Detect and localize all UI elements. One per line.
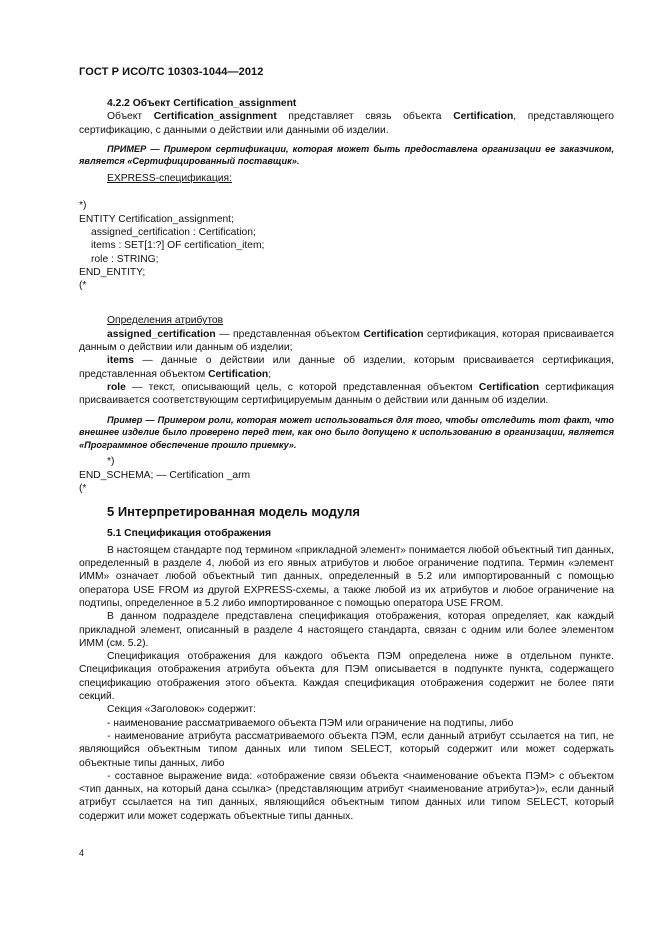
document-header: ГОСТ Р ИСО/ТС 10303-1044—2012 (79, 66, 264, 78)
end-schema-block (79, 455, 614, 495)
code-line: END_ENTITY; (79, 266, 146, 278)
attribute-name: assigned_certification (107, 328, 216, 340)
example-note: Пример — Примером роли, которая может использоваться для того, чтобы отследить тот факт, что внешнее изделие было проверено перед тем, как оно было допущено к использованию в организации, является «Программное обеспечение прошло приемку». (79, 414, 614, 450)
text: сертификация, которая присваивается данным о действии или данным об изделии; (79, 328, 614, 354)
page-content (79, 97, 614, 823)
paragraph: В данном подразделе представлена спецификация отображения, которая определяет, как каждый прикладной элемент, описанный в разделе 4 настоящего стандарта, связан с одним или более элементом ИММ (см. 5.2). (79, 611, 614, 649)
code-line: *) (107, 456, 115, 468)
text: — данные о действии или данные об изделии, которым присваивается сертификация, представленная объектом (79, 355, 614, 380)
list-item: - наименование атрибута рассматриваемого объекта ПЭМ, если данный атрибут ссылается на тип, не являющийся объектным типом данных или типом SELECT, который содержит или может содержать объектные типы данных, либо (79, 730, 614, 769)
entity-name: Certification (208, 368, 269, 380)
code-line: (* (79, 280, 87, 292)
entity-name: Certification (453, 111, 514, 123)
paragraph: В настоящем стандарте под термином «прикладной элемент» понимается любой объектный тип данных, определенный в разделе 4, любой из его явных атрибутов и любое ограничение подтипа. Термин «элемент ИММ» означает любой объектный тип данных, определенный в 5.2 или импортированный с помощью оператора USE FROM из другой EXPRESS-схемы, а также любой из их атрибутов и любое ограничение на подтипы, определенное в 5.2 либо импортированное с помощью оператора USE FROM. (79, 544, 614, 609)
section-5-heading: 5 Интерпретированная модель модуля (107, 504, 360, 520)
section-4-2-2-intro (79, 110, 614, 137)
code-line: (* (79, 482, 87, 494)
entity-name: Certification (363, 328, 424, 340)
attribute-definitions-heading: Определения атрибутов (107, 315, 224, 327)
express-code-block (79, 199, 614, 292)
paragraph: Спецификация отображения для каждого объекта ПЭМ определена ниже в отдельном пункте. Спецификация отображения атрибута объекта для ПЭМ описывается в подпункте пункта, содержащего спецификацию отображения этого объекта. Каждая спецификация отображения содержит не более пяти секций. (79, 651, 614, 703)
express-spec-label: EXPRESS-спецификация: (107, 173, 232, 185)
code-line: ENTITY Certification_assignment; (79, 213, 234, 225)
text: ; (268, 368, 272, 380)
attribute-definition (79, 381, 614, 408)
page-number: 4 (79, 848, 85, 858)
attribute-definition (79, 354, 614, 381)
entity-name: Certification (478, 381, 539, 393)
attribute-definition (79, 328, 614, 355)
list-item: - составное выражение вида: «отображение связи объекта <наименование объекта ПЭМ> с объектом <тип данных, на который дана ссылка> (представляющим атрибут <наименование атрибута>)», если данный атрибут ссылается на тип данных, являющийся объектным типом данных или типом SELECT, который содержит или может содержать объектные типы данных. (79, 770, 614, 822)
list-item: - наименование рассматриваемого объекта ПЭМ или ограничение на подтипы, либо (107, 717, 514, 729)
example-note: ПРИМЕР — Примером сертификации, которая может быть предоставлена организации ее заказчиком, является «Сертифицированный поставщик». (79, 143, 614, 167)
text: — текст, описывающий цель, с которой представленная объектом (125, 381, 479, 393)
paragraph: Секция «Заголовок» содержит: (107, 704, 256, 716)
code-line: END_SCHEMA; — Certification _arm (79, 469, 251, 481)
attribute-name: role (107, 381, 126, 393)
code-line: items : SET[1:?] OF certification_item; (91, 240, 265, 252)
code-line: role : STRING; (91, 253, 159, 265)
text: Объект (107, 111, 154, 123)
code-line: assigned_certification : Certification; (91, 226, 256, 238)
entity-name: Certification_assignment (153, 111, 277, 123)
text: — представленная объектом (215, 328, 364, 340)
section-5-1-heading: 5.1 Спецификация отображения (107, 527, 272, 539)
text: сертификация присваивается соответствующим сертифицируемым данным о действии или данным об изделии. (79, 381, 614, 407)
section-4-2-2-heading: 4.2.2 Объект Certification_assignment (107, 98, 297, 109)
text: представляет связь объекта (276, 111, 454, 123)
attribute-name: items (107, 355, 134, 367)
text: , представляющего сертификацию, с данными о действии или данными об изделии. (79, 111, 614, 136)
code-line: *) (79, 200, 87, 212)
